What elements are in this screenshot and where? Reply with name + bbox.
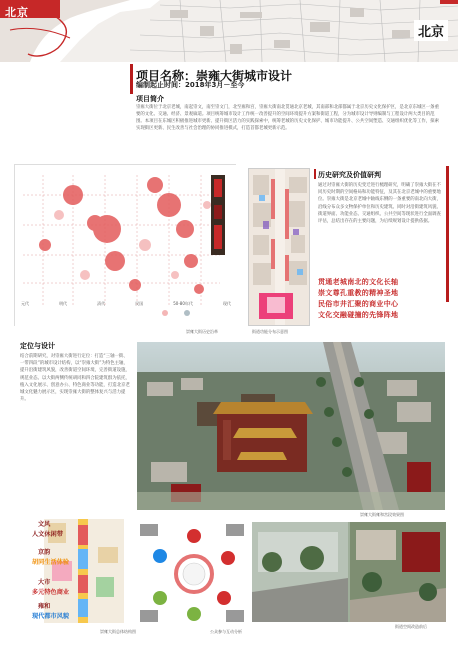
structure-diagram [18, 517, 130, 627]
period-label: 明代 [59, 301, 68, 306]
structure-label-title: 京韵 [38, 549, 51, 556]
header-banner [0, 0, 458, 62]
beijing-map-strip [0, 0, 458, 62]
render-caption: 崇雍大街雍和宫段效果图 [360, 512, 404, 517]
analysis-caption-right: 街道功能分布示意图 [252, 329, 288, 334]
title-accent-bar [130, 64, 133, 94]
bottom-caption-3: 街道空间改造前后 [395, 624, 427, 629]
history-analysis-diagram [14, 164, 236, 326]
slogan-item: 崇文尊孔重教的精神圣地 [318, 289, 399, 297]
period-label: 清代 [97, 301, 106, 306]
structure-label-sub: 多元特色商业 [32, 589, 70, 596]
history-accent-bar [314, 169, 316, 179]
bottom-caption-2: 公众参与互动分析 [210, 629, 242, 634]
analysis-caption-left: 崇雍大街历史沿革 [186, 329, 218, 334]
structure-label-title: 文风 [38, 521, 51, 528]
intro-text: 崇雍大街位于北京老城，南起崇文，南至崇文门，北至雍和宫，崇雍大街南北贯通北京老城，其南部和北部都属于北京历史文化保护区，是北京东城区一条重要的文化、交通、经济、景观廊道。项目统筹城市设计工作统一改善提升的空间环境提升方案和街道工程，分为城市设计导则编制与工程设计两大类目的范围。本项目在东城区积极推进城市更新、提升街区活力的实践探索中，统筹老城的历史文化保护、城市功能提升、公共空间塑造、交通组织优化等工作，探索实现街区更新、民生改善与社会治理的协同推进模式，打造首都老城更新示范。 [136, 105, 439, 131]
structure-label-sub: 人文休闲带 [32, 531, 63, 538]
period-label: 现代 [222, 301, 231, 306]
period-label: 元代 [21, 301, 29, 306]
positioning-heading: 定位与设计 [20, 342, 55, 350]
history-heading: 历史研究及价值研判 [318, 171, 381, 179]
city-tag: 北京 [5, 6, 29, 19]
street-plan-map [249, 169, 310, 326]
bottom-caption-1: 崇雍大街总体结构图 [100, 629, 136, 634]
street-plan-strip [248, 168, 310, 326]
intro-heading: 项目简介 [136, 95, 164, 103]
period-label: 50-80年代 [173, 301, 193, 306]
city-name: 北京 [414, 20, 448, 41]
structure-label-title: 大市 [38, 579, 51, 586]
positioning-text: 结合前期研究，对崇雍大街进行定位：打造“三轴一街、一带四段”的城市设计结构，以“崇雍大街”为特色主轴，提升沿街建筑风貌，改善街道空间环境，完善街道设施，规范业态。以大街两侧传统胡同和四合院建筑群为依托，植入文化展示、创意办公、特色商业等功能，打造北京老城文化魅力展示区，实现崇雍大街的整体复兴与活力提升。 [20, 354, 130, 403]
street-photos [252, 522, 446, 622]
period-label: 民国 [135, 301, 144, 306]
red-side-rule [446, 166, 449, 302]
street-photos-collage [252, 522, 446, 622]
slogan-item: 民俗市井汇聚的商业中心 [318, 300, 399, 308]
slogan-list [318, 277, 446, 321]
aerial-rendering-image [137, 342, 445, 510]
structure-label-sub: 胡同生活体验 [32, 559, 70, 566]
participation-diagram-graphic [138, 522, 246, 626]
project-title: 项目名称：崇雍大街城市设计 [136, 69, 293, 83]
history-text: 通过对崇雍大街的历史变迁进行梳理研究，明确了崇雍大街在不同历史时期的空间格局和功能特征，及其在北京老城中的重要地位。崇雍大街是北京老城中轴线东侧的一条重要的南北向大街，沿线分布众多文物保护单位和历史建筑。同时对沿街建筑风貌、街道界面、功能业态、交通组织、公共空间等现状进行全面调查评估，总结出存在的主要问题，为后续规划设计提供依据。 [318, 183, 441, 225]
aerial-rendering [137, 342, 445, 510]
participation-diagram [138, 522, 246, 626]
slogan-item: 文化交融碰撞的先锋阵地 [318, 311, 399, 319]
project-time: 编制起止时间：2018年3月－至今 [136, 81, 245, 89]
period-axis [21, 301, 231, 307]
structure-label-sub: 现代都市风貌 [32, 613, 70, 620]
slogan-item: 贯通老城南北的文化长轴 [318, 278, 399, 286]
structure-label-title: 雍和 [38, 603, 51, 610]
